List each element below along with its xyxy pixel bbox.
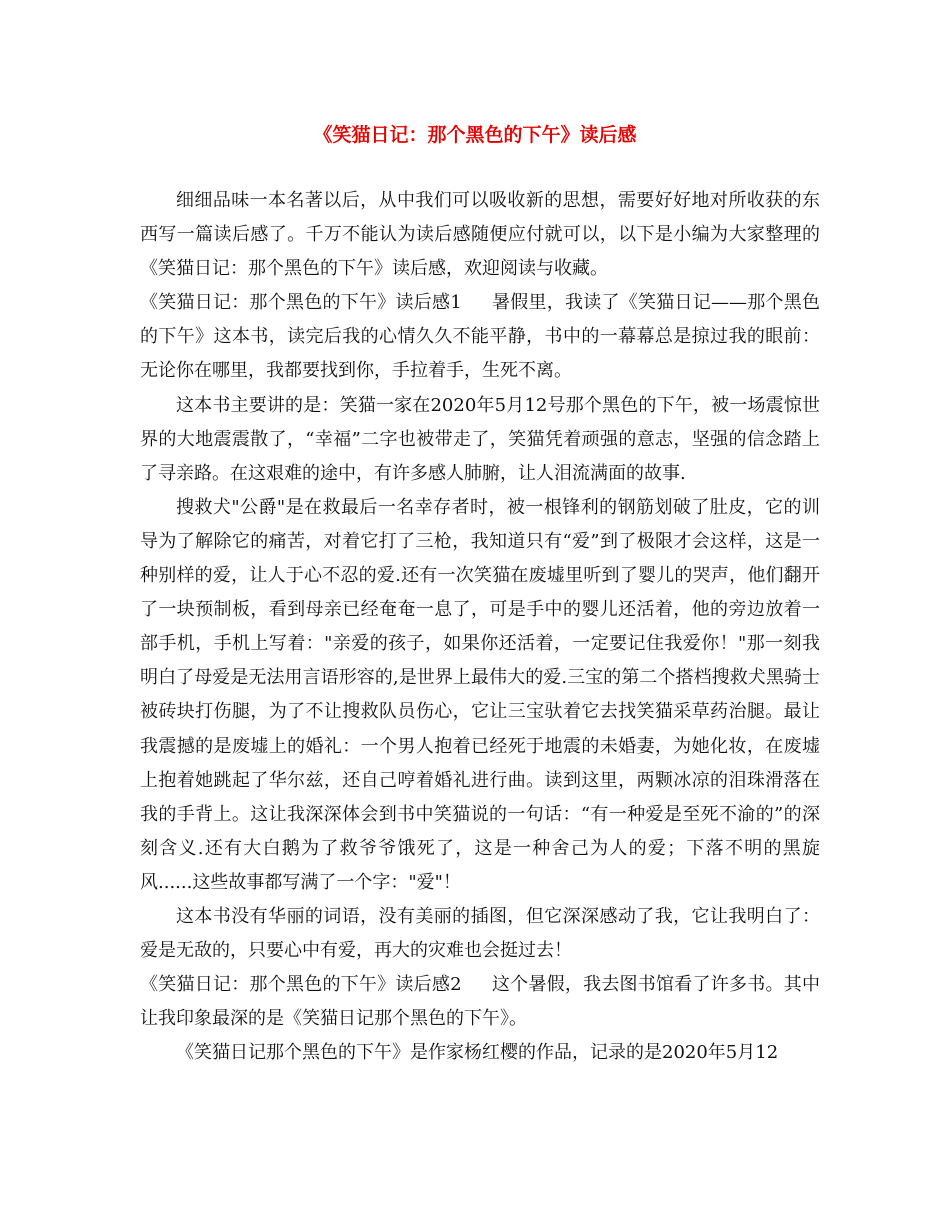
essay-1-paragraph-4: 这本书没有华丽的词语，没有美丽的插图，但它深深感动了我，它让我明白了：爱是无敌的，只要心中有爱，再大的灾难也会挺过去！ [140,905,820,962]
essay-2-paragraph-2: 《笑猫日记那个黑色的下午》是作家杨红樱的作品，记录的是2020年5月12 [176,1042,779,1064]
intro-paragraph: 细细品味一本名著以后，从中我们可以吸收新的思想，需要好好地对所收获的东西写一篇读后感了。千万不能认为读后感随便应付就可以，以下是小编为大家整理的《笑猫日记：那个黑色的下午》读后感，欢迎阅读与收藏。 [140,190,820,280]
essay-1-paragraph-2: 这本书主要讲的是：笑猫一家在2020年5月12号那个黑色的下午，被一场震惊世界的大地震震散了，“幸福”二字也被带走了，笑猫凭着顽强的意志，坚强的信念踏上了寻亲路。在这艰难的途中，有许多感人肺腑，让人泪流满面的故事. [140,394,820,484]
essay-2-first-paragraph [140,968,820,1036]
essay-2-first-text: 这个暑假，我去图书馆看了许多书。其中让我印象最深的是《笑猫日记那个黑色的下午》。 [140,974,821,1030]
essay-1-first-paragraph [140,286,820,388]
essay-1-paragraph-3: 搜救犬"公爵"是在救最后一名幸存者时，被一根锋利的钢筋划破了肚皮，它的训导为了解除它的痛苦，对着它打了三枪，我知道只有“爱”到了极限才会这样，这是一种别样的爱，让人于心不忍的爱.还有一次笑猫在废墟里听到了婴儿的哭声，他们翻开了一块预制板，看到母亲已经奄奄一息了，可是手中的婴儿还活着，他的旁边放着一部手机，手机上写着："亲爱的孩子，如果你还活着，一定要记住我爱你！"那一刻我明白了母爱是无法用言语形容的,是世界上最伟大的爱.三宝的第二个搭档搜救犬黑骑士被砖块打伤腿，为了不让搜救队员伤心，它让三宝驮着它去找笑猫采草药治腿。最让我震撼的是废墟上的婚礼：一个男人抱着已经死于地震的未婚妻，为她化妆，在废墟上抱着她跳起了华尔兹，还自己哼着婚礼进行曲。读到这里，两颗冰凉的泪珠滑落在我的手背上。这让我深深体会到书中笑猫说的一句话：“有一种爱是至死不渝的”的深刻含义.还有大白鹅为了救爷爷饿死了，这是一种舍己为人的爱；下落不明的黑旋风......这些故事都写满了一个字："爱"！ [140,496,820,893]
essay-1-heading: 《笑猫日记：那个黑色的下午》读后感1 [140,292,462,314]
essay-2-heading: 《笑猫日记：那个黑色的下午》读后感2 [140,974,462,996]
document-body [140,184,820,1070]
document-title: 《笑猫日记：那个黑色的下午》读后感 [313,124,637,146]
essay-1-first-text: 暑假里，我读了《笑猫日记——那个黑色的下午》这本书，读完后我的心情久久不能平静，书中的一幕幕总是掠过我的眼前：无论你在哪里，我都要找到你，手拉着手，生死不离。 [140,292,821,382]
